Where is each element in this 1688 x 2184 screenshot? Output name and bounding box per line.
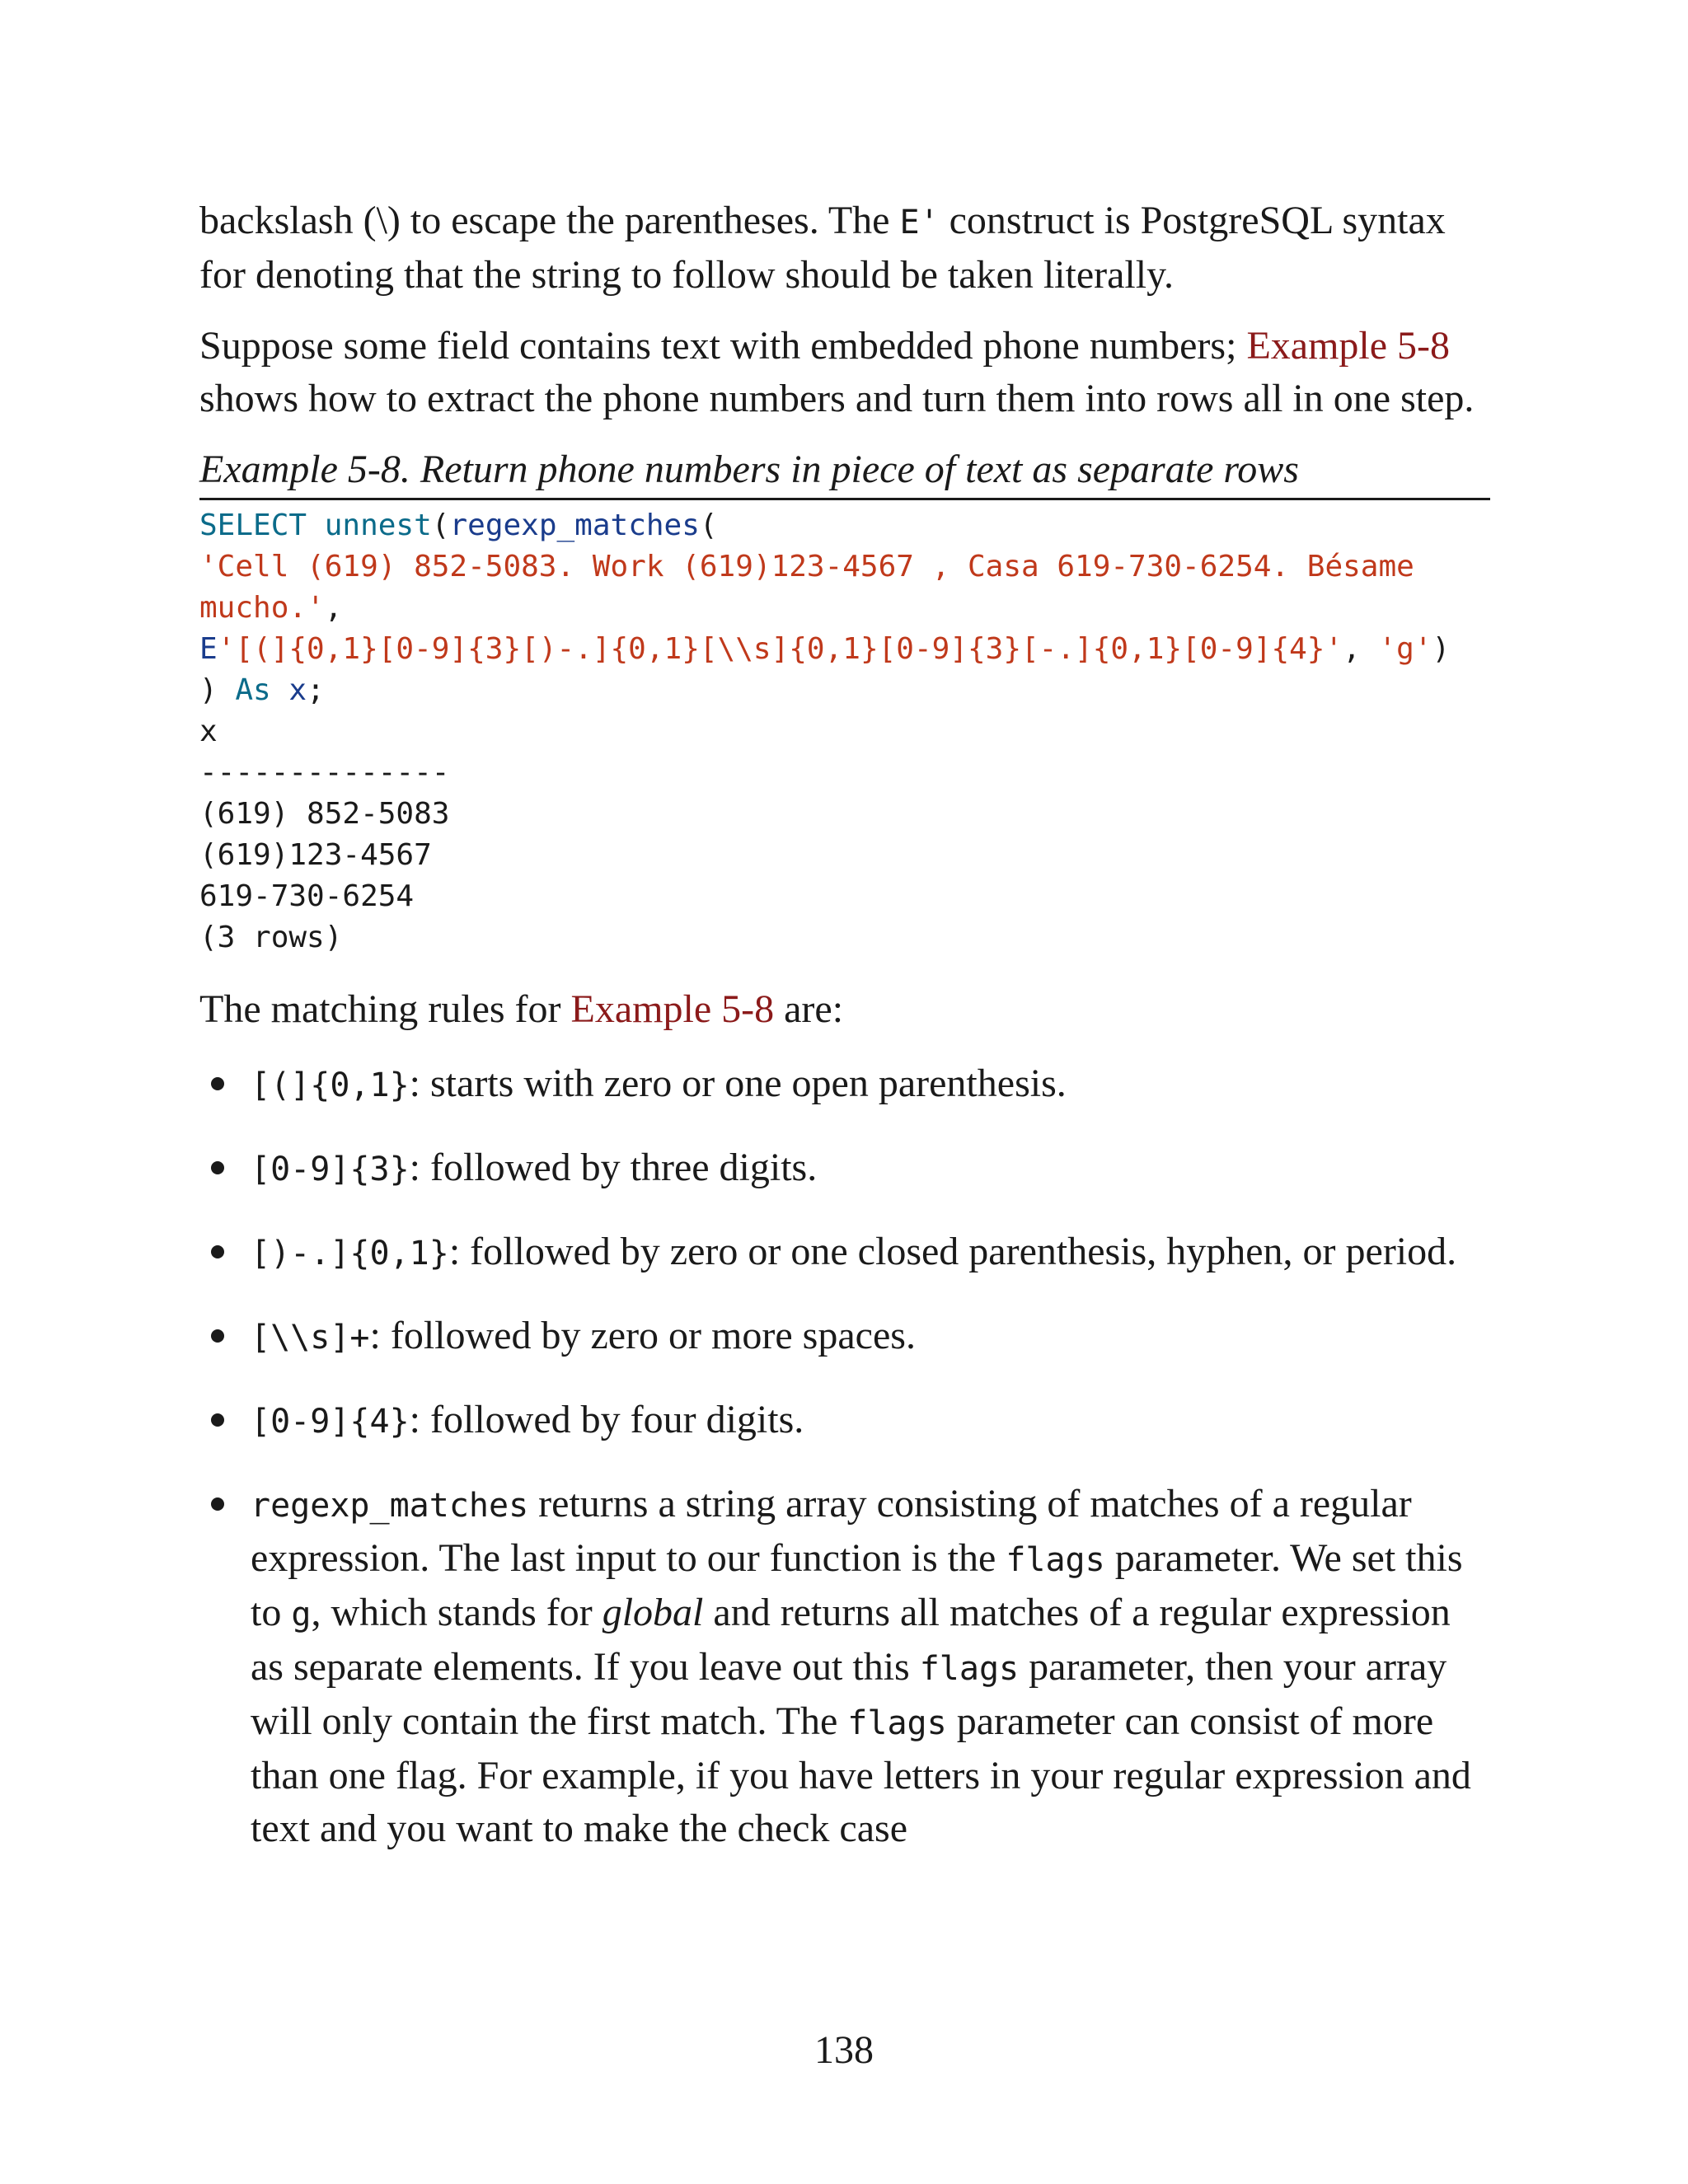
bullet-icon <box>211 1077 224 1090</box>
inline-code: [0-9]{4} <box>251 1403 410 1441</box>
list-item-text: : followed by three digits. <box>409 1146 818 1189</box>
text-run: backslash (\) to escape the parentheses. The <box>199 199 900 242</box>
code-keyword: SELECT <box>199 509 307 542</box>
code-string: '[(]{0,1}[0-9]{3}[)-.]{0,1}[\\s]{0,1}[0-9]{3}[-.]{0,1}[0-9]{4}' <box>217 632 1343 666</box>
list-item-text: parameter, then your array will only contain the first match. The <box>251 1645 1447 1743</box>
code-listing: SELECT unnest(regexp_matches( 'Cell (619) 852-5083. Work (619)123-4567 , Casa 619-730-6254. Bésame mucho.', E'[(]{0,1}[0-9]{3}[)-.]{0,1}[\\s]{0,1}[0-9]{3}[-.]{0,1}[0-9]{4}', 'g') ) As x; x -------------- (619) 852-5083 (619)123-4567 619-730-6254 (3 rows) <box>199 509 1451 954</box>
list-item <box>199 1310 1490 1364</box>
list-item <box>199 1141 1490 1196</box>
output-row-count: (3 rows) <box>199 921 343 954</box>
output-row: (619)123-4567 <box>199 838 432 872</box>
list-item-text: parameter. We set this to <box>251 1536 1463 1634</box>
page-number: 138 <box>814 2028 874 2072</box>
output-row: (619) 852-5083 <box>199 797 450 831</box>
list-item <box>199 1226 1490 1280</box>
code-string: 'Cell (619) 852-5083. Work (619)123-4567 , Casa 619-730-6254. Bésame <box>199 550 1414 583</box>
bullet-icon <box>211 1329 224 1343</box>
code-function: regexp_matches <box>449 509 700 542</box>
inline-code: regexp_matches <box>251 1487 529 1525</box>
list-item-text: : starts with zero or one open parenthesis. <box>409 1062 1067 1105</box>
code-string-prefix: E <box>199 632 218 666</box>
inline-code: flags <box>919 1650 1020 1688</box>
example-cross-reference-link[interactable]: Example 5-8 <box>1246 324 1451 368</box>
bullet-icon <box>211 1245 224 1258</box>
code-identifier: x <box>288 673 307 707</box>
inline-code: E' <box>899 204 940 241</box>
text-run: construct is PostgreSQL syntax for denoting that the string to follow should be taken literally. <box>199 199 1446 297</box>
text-run: The matching rules for <box>199 987 571 1031</box>
paragraph-intro-example <box>199 320 1490 425</box>
inline-code: [0-9]{3} <box>251 1151 410 1188</box>
page-content <box>199 194 1490 1885</box>
inline-code: g <box>291 1596 312 1633</box>
output-row: 619-730-6254 <box>199 879 415 913</box>
code-function: unnest <box>324 509 432 542</box>
inline-code: flags <box>847 1704 947 1742</box>
list-item <box>199 1057 1490 1112</box>
output-divider: -------------- <box>199 756 450 790</box>
paragraph-matching-rules <box>199 983 1490 1036</box>
bullet-icon <box>211 1161 224 1174</box>
paragraph-escape-note <box>199 194 1490 302</box>
list-item-text: returns a string array consisting of matches of a regular expression. The last input to our function is the <box>251 1482 1412 1580</box>
example-cross-reference-link[interactable]: Example 5-8 <box>570 987 775 1031</box>
list-item-text: and returns all matches of a regular expression as separate elements. If you leave out this <box>251 1591 1451 1689</box>
bullet-icon <box>211 1497 224 1511</box>
list-item-text: , which stands for <box>311 1591 603 1634</box>
inline-code: flags <box>1006 1541 1105 1579</box>
list-item <box>199 1394 1490 1448</box>
example-caption: Example 5-8. Return phone numbers in piece of text as separate rows <box>199 443 1490 500</box>
inline-code: [)-.]{0,1} <box>251 1235 449 1272</box>
inline-code: [\\s]+ <box>251 1319 370 1357</box>
list-item-text: : followed by zero or more spaces. <box>369 1314 916 1357</box>
code-keyword: As <box>235 673 271 707</box>
code-string: 'g' <box>1378 632 1432 666</box>
code-string: mucho.' <box>199 591 325 625</box>
list-item-text: : followed by four digits. <box>409 1398 804 1441</box>
output-column-header: x <box>199 715 218 748</box>
list-item <box>199 1478 1490 1855</box>
matching-rules-list <box>199 1057 1490 1855</box>
inline-code: [(]{0,1} <box>251 1066 410 1104</box>
text-run: are: <box>774 987 844 1031</box>
emphasized-term: global <box>602 1591 704 1634</box>
list-item-text: parameter can consist of more than one flag. For example, if you have letters in your regular expression and text and you want to make the check case <box>251 1699 1471 1850</box>
bullet-icon <box>211 1413 224 1427</box>
text-run: Suppose some field contains text with embedded phone numbers; <box>199 324 1247 368</box>
list-item-text: : followed by zero or one closed parenthesis, hyphen, or period. <box>448 1230 1457 1273</box>
text-run: shows how to extract the phone numbers and turn them into rows all in one step. <box>199 377 1475 420</box>
